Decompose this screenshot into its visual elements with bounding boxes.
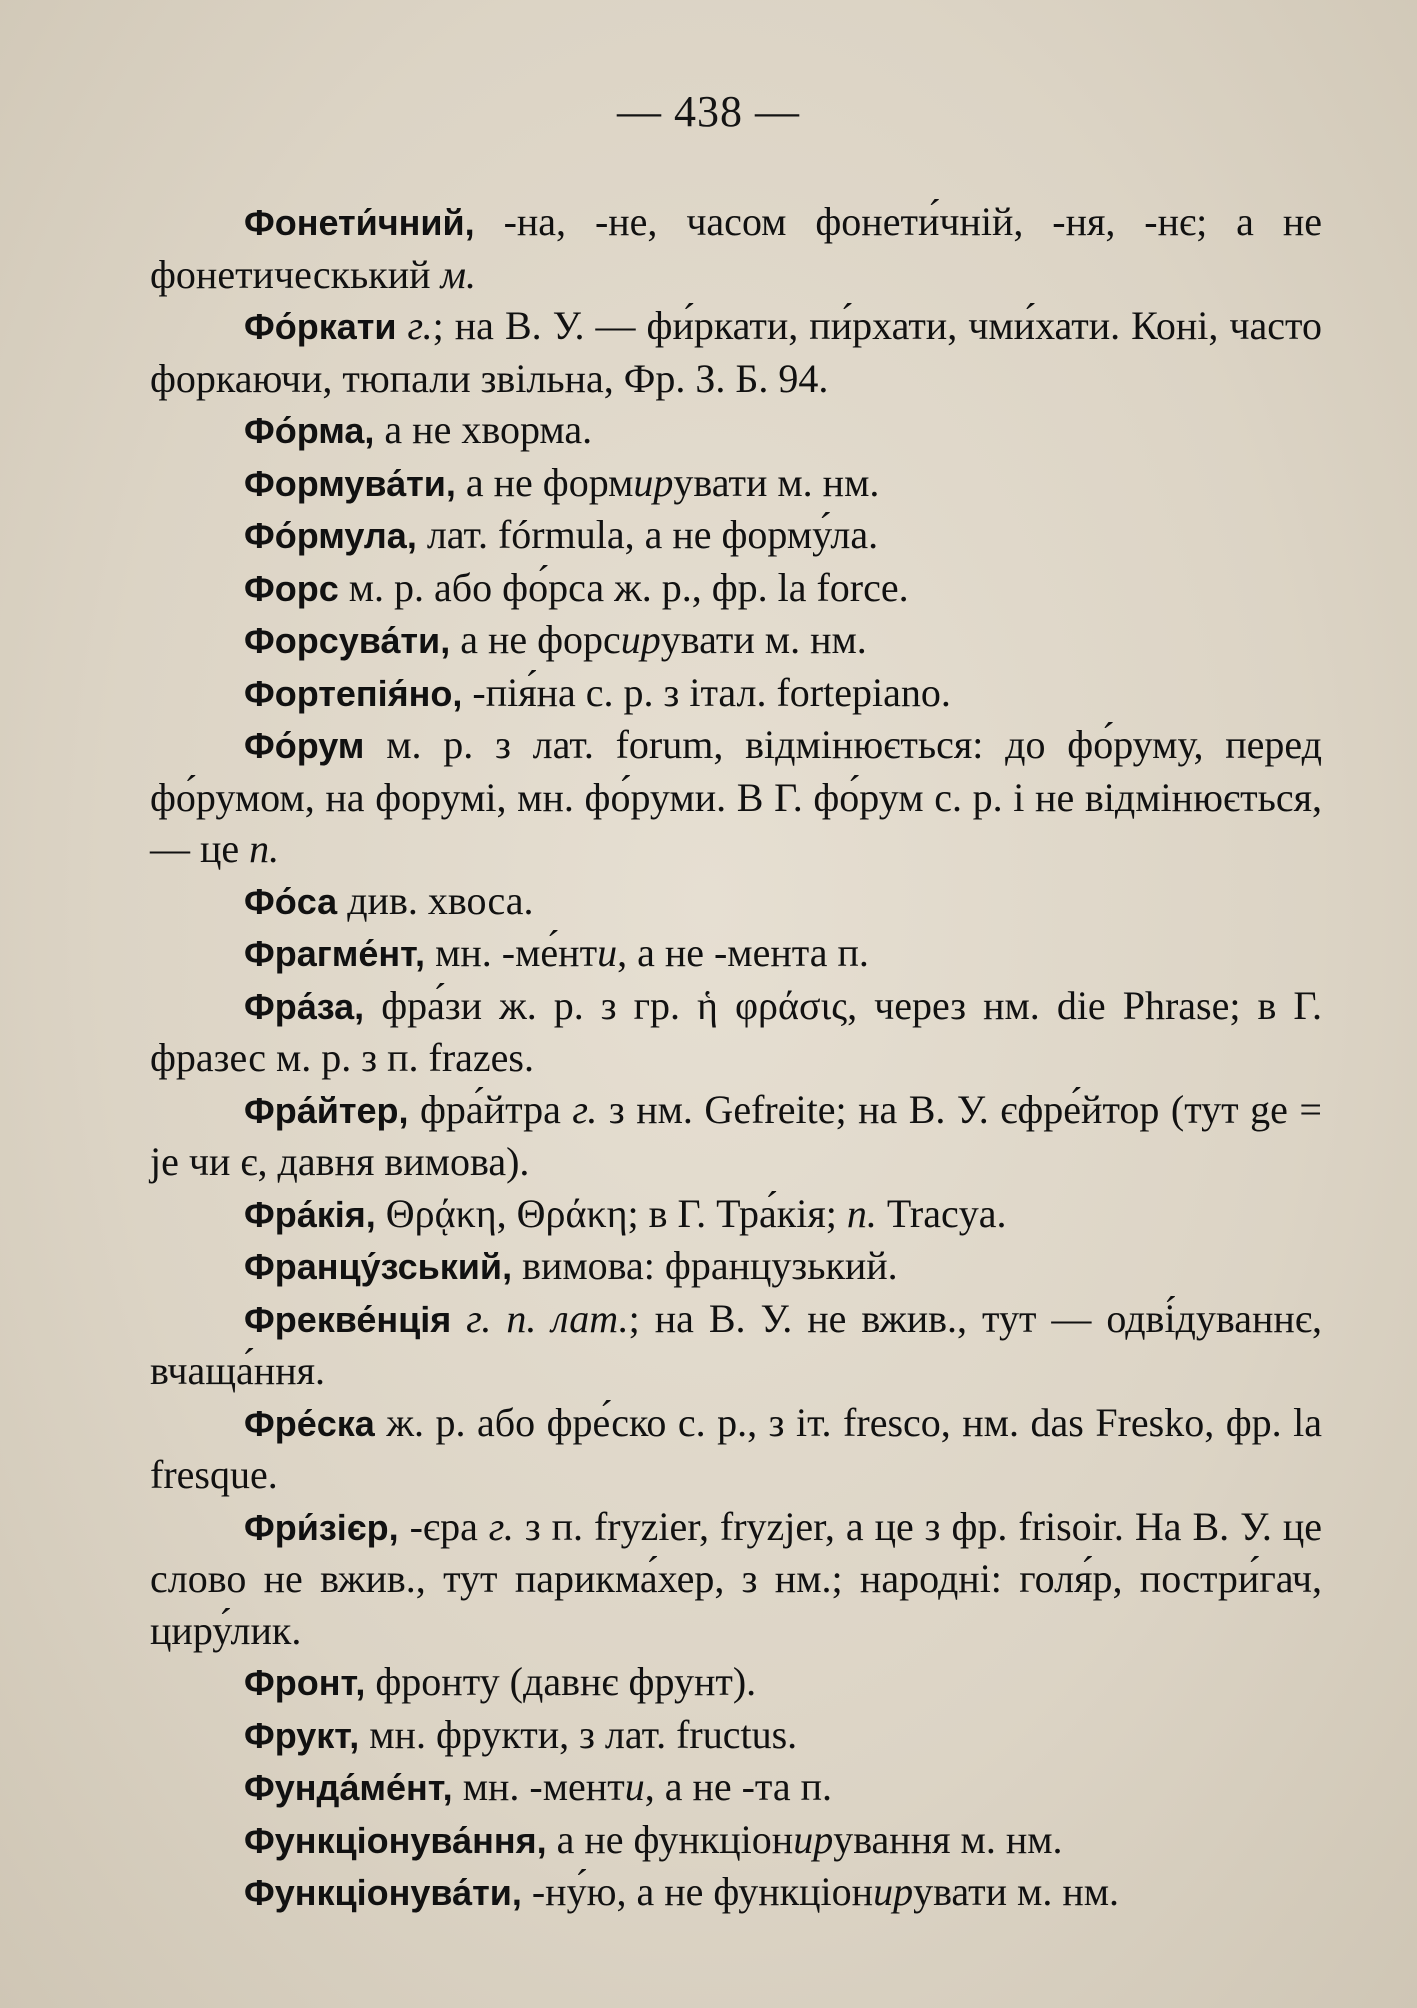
entry-text: а не форм [455, 459, 634, 505]
entry-italic: ир [873, 1869, 914, 1914]
entry-italic: г. [488, 1503, 514, 1549]
entry-italic: м. [440, 251, 477, 297]
entry-headword: Фрагме́нт, [244, 933, 426, 974]
entry-text-continued: , а не -та п. [644, 1764, 833, 1809]
entry-text: м. р. з лат. forum, відмінюється: до фо́руму, перед фо́румом, на форумі, мн. фо́руми. В Г. фо́рум с. р. і не відмінюється, — це [150, 722, 1322, 871]
entry-headword: Фо́рма, [244, 410, 375, 451]
entry-headword: Фра́йтер, [244, 1089, 409, 1131]
entry-headword: Фортепія́но, [244, 672, 463, 714]
entry-headword: Фрекве́нція [244, 1298, 452, 1340]
dictionary-entry [150, 1656, 1322, 1709]
entry-text-continued: увати м. нм. [913, 1869, 1120, 1914]
dictionary-entries [150, 196, 1322, 1919]
entry-headword: Фунда́ме́нт, [244, 1767, 453, 1808]
dictionary-entry [150, 1814, 1322, 1867]
entry-headword: Францу́зський, [244, 1246, 513, 1287]
entry-text [451, 1296, 466, 1341]
dictionary-entry [150, 300, 1322, 404]
entry-text: мн. -мент [452, 1764, 625, 1809]
dictionary-entry [150, 1084, 1322, 1188]
page-number: — 438 — [617, 87, 800, 136]
entry-headword: Формува́ти, [244, 462, 456, 504]
entry-headword: Фонети́чний, [244, 202, 475, 243]
entry-headword: Форс [244, 567, 339, 609]
entry-headword: Фра́за, [244, 985, 365, 1027]
dictionary-entry [150, 196, 1322, 300]
entry-text-continued: , а не -мента п. [617, 930, 869, 975]
entry-headword: Фо́рмула, [244, 515, 417, 556]
entry-text: -пія́на с. р. з італ. fortepiano. [462, 669, 951, 715]
dictionary-entry [150, 509, 1322, 562]
dictionary-entry [150, 1866, 1322, 1919]
entry-text-continued: Tracya. [876, 1190, 1007, 1236]
entry-text-continued: ; на В. У. не вжив., тут — одві́дуваннє, вчаща́ння. [150, 1295, 1323, 1393]
entry-italic: г. [407, 303, 433, 348]
entry-text: -на, -не, часом фонети́чній, -ня, -нє; а не фонетическький [150, 199, 1322, 297]
dictionary-entry [150, 457, 1322, 510]
dictionary-entry [150, 562, 1322, 615]
entry-text: фронту (давнє фрунт). [365, 1659, 757, 1704]
entry-headword: Фронт, [244, 1662, 366, 1703]
entry-italic: ир [620, 617, 661, 662]
dictionary-entry [150, 614, 1322, 667]
entry-text-continued: увати м. нм. [673, 459, 880, 505]
entry-text: фра́зи ж. р. з гр. ἡ φράσις, через нм. die Phrase; в Г. фразес м. р. з п. frazes. [150, 982, 1322, 1080]
entry-italic: и [624, 1764, 645, 1809]
entry-text: див. хвоса. [337, 877, 534, 923]
entry-text-continued: ування м. нм. [833, 1816, 1063, 1862]
dictionary-entry [150, 1293, 1322, 1397]
entry-text-continued: з п. fryzier, fryzjer, а це з фр. frisoir. На В. У. це слово не вжив., тут парикма́хер, з нм.; народні: голя́р, постри́гач, циру́лик. [150, 1503, 1322, 1653]
entry-italic: п. [249, 826, 280, 871]
entry-text: фра́йтра [408, 1086, 573, 1132]
entry-text: -ну́ю, а не функціон [521, 1869, 874, 1914]
entry-text: м. р. або фо́рса ж. р., фр. la force. [338, 564, 909, 610]
entry-text: а не функціон [546, 1816, 794, 1862]
entry-text [397, 303, 408, 348]
dictionary-entry [150, 875, 1322, 928]
entry-text-continued: з нм. Gefreite; на В. У. єфре́йтор (тут ge = je чи є, давня вимова). [150, 1086, 1322, 1184]
dictionary-entry [150, 667, 1322, 720]
entry-headword: Фре́ска [244, 1402, 375, 1444]
entry-italic: г. [572, 1086, 598, 1132]
entry-text: мн. -ме́нт [425, 930, 598, 975]
dictionary-entry [150, 980, 1322, 1084]
entry-text: Θρᾴκη, Θράκη; в Г. Тра́кія; [375, 1190, 847, 1236]
entry-headword: Функціонува́ти, [244, 1872, 522, 1913]
dictionary-entry [150, 719, 1322, 875]
entry-italic: ир [633, 459, 674, 505]
entry-headword: Фрукт, [244, 1714, 360, 1756]
entry-text-continued: ; на В. У. — фи́ркати, пи́рхати, чми́хати. Коні, часто форкаючи, тюпали звільна, Фр. З. Б. 94. [150, 303, 1322, 401]
dictionary-entry [150, 1761, 1322, 1814]
entry-headword: Фо́рум [244, 725, 365, 766]
entry-italic: ир [793, 1816, 834, 1862]
dictionary-entry [150, 1188, 1322, 1241]
entry-headword: Фо́са [244, 880, 338, 922]
entry-text: вимова: французький. [512, 1243, 898, 1288]
entry-headword: Фри́зієр, [244, 1506, 399, 1548]
dictionary-entry [150, 1397, 1322, 1501]
entry-text: а не хворма. [374, 407, 593, 452]
dictionary-entry [150, 927, 1322, 980]
entry-headword: Фра́кія, [244, 1193, 376, 1235]
entry-text: ж. р. або фре́ско с. р., з іт. fresco, нм. das Fresko, фр. la fresque. [150, 1399, 1322, 1497]
dictionary-entry [150, 1709, 1322, 1762]
dictionary-entry [150, 1501, 1322, 1657]
entry-headword: Функціонува́ння, [244, 1819, 547, 1861]
entry-text: а не форс [450, 617, 621, 662]
entry-italic: п. [846, 1190, 877, 1236]
entry-headword: Форсува́ти, [244, 620, 451, 661]
entry-text: мн. фрукти, з лат. fructus. [359, 1711, 798, 1757]
entry-text: -єра [398, 1503, 489, 1549]
dictionary-entry [150, 1240, 1322, 1293]
entry-text: лат. fórmula, а не форму́ла. [416, 512, 879, 557]
entry-italic: г. п. лат. [466, 1295, 629, 1341]
entry-italic: и [597, 930, 618, 975]
dictionary-entry [150, 404, 1322, 457]
entry-headword: Фо́ркати [244, 306, 397, 347]
entry-text-continued: увати м. нм. [660, 617, 867, 662]
